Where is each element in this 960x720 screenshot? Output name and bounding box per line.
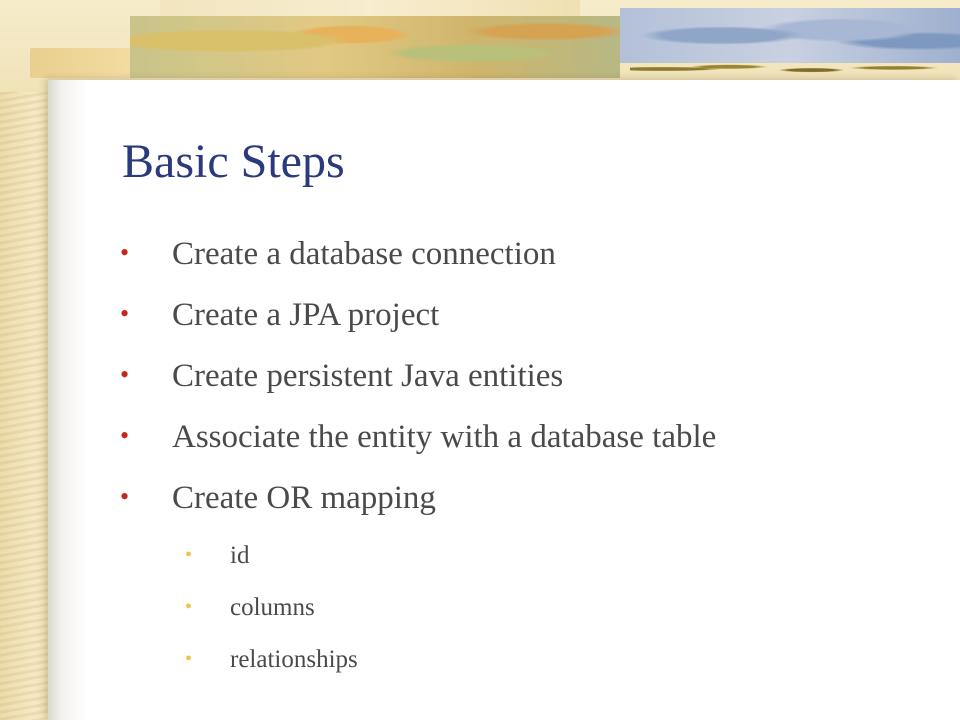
sub-bullet-text: id [230,542,250,569]
sub-bullet-item [185,594,315,622]
bullet-icon: • [120,482,130,511]
sub-bullet-item [185,542,250,570]
bullet-text: Associate the entity with a database table [172,419,717,455]
bullet-item [120,419,717,456]
bullet-item [120,297,440,334]
banner-tile-1 [30,48,130,78]
sub-bullet-text: columns [230,594,315,621]
bullet-text: Create a database connection [172,236,556,272]
sub-bullet-icon: • [185,648,193,670]
bullet-icon: • [120,238,130,267]
banner-blue-image [620,8,960,63]
sub-bullet-text: relationships [230,646,358,673]
sub-bullet-item [185,646,358,674]
decorative-banner [0,0,960,92]
bullet-icon: • [120,299,130,328]
bullet-icon: • [120,421,130,450]
bullet-text: Create a JPA project [172,297,440,333]
sub-bullet-icon: • [185,544,193,566]
bullet-text: Create persistent Java entities [172,358,564,394]
bullet-icon: • [120,360,130,389]
banner-vine [630,58,960,80]
sub-bullet-icon: • [185,596,193,618]
bullet-item [120,480,436,517]
banner-tile-2 [160,0,580,16]
bullet-item [120,236,556,273]
bullet-item [120,358,564,395]
bullet-text: Create OR mapping [172,480,436,516]
slide-title: Basic Steps [122,135,345,188]
parchment-strip [0,0,48,720]
banner-leaf-image [130,16,620,78]
